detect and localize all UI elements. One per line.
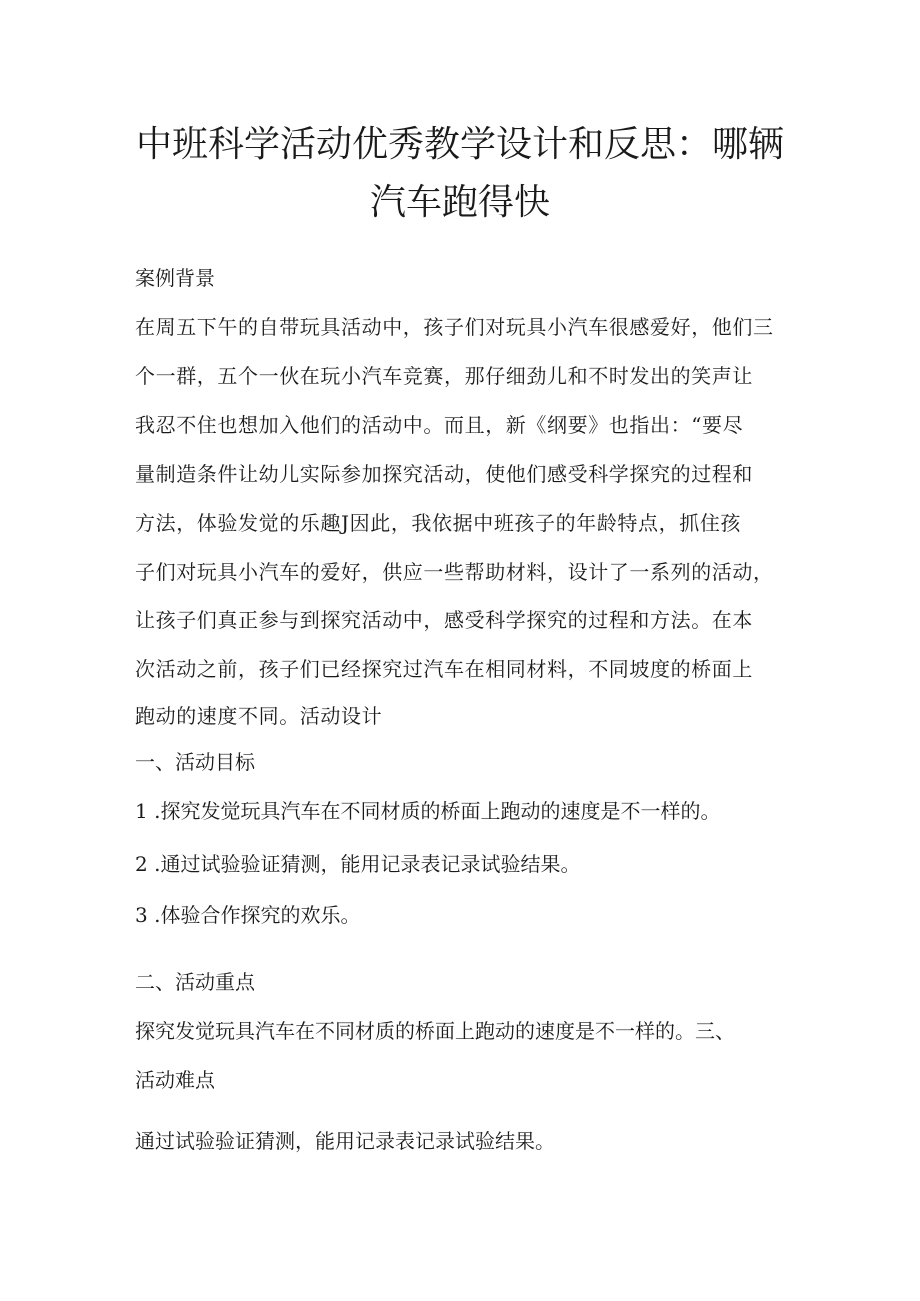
page-title-line-1: 中班科学活动优秀教学设计和反思：哪辆 xyxy=(135,124,784,165)
goal-item: 1 .探究发觉玩具汽车在不同材质的桥面上跑动的速度是不一样的。 xyxy=(135,799,721,823)
focus-text-line: 探究发觉玩具汽车在不同材质的桥面上跑动的速度是不一样的。三、 xyxy=(135,1019,735,1043)
case-background-heading: 案例背景 xyxy=(135,266,215,290)
paragraph-line: 子们对玩具小汽车的爱好，供应一些帮助材料，设计了一系列的活动， xyxy=(135,560,774,584)
focus-heading: 二、活动重点 xyxy=(135,970,255,994)
paragraph-line: 我忍不住也想加入他们的活动中。而且，新《纲要》也指出：“要尽 xyxy=(135,413,744,437)
paragraph-line: 方法，体验发觉的乐趣J因此，我依据中班孩子的年龄特点，抓住孩 xyxy=(135,511,742,535)
paragraph-line: 量制造条件让幼儿实际参加探究活动，使他们感受科学探究的过程和 xyxy=(135,462,753,486)
paragraph-line: 个一群，五个一伙在玩小汽车竞赛，那仔细劲儿和不时发出的笑声让 xyxy=(135,364,753,388)
difficulty-heading: 活动难点 xyxy=(135,1068,215,1092)
paragraph-line: 让孩子们真正参与到探究活动中，感受科学探究的过程和方法。在本 xyxy=(135,608,753,632)
paragraph-line: 在周五下午的自带玩具活动中，孩子们对玩具小汽车很感爱好，他们三 xyxy=(135,315,774,339)
page-title-line-2: 汽车跑得快 xyxy=(369,182,550,223)
difficulty-text: 通过试验验证猜测，能用记录表记录试验结果。 xyxy=(135,1129,555,1153)
goal-item: 3 .体验合作探究的欢乐。 xyxy=(135,903,361,927)
goal-item: 2 .通过试验验证猜测，能用记录表记录试验结果。 xyxy=(135,852,581,876)
paragraph-line: 跑动的速度不同。活动设计 xyxy=(135,704,383,728)
goals-heading: 一、活动目标 xyxy=(135,750,255,774)
paragraph-line: 次活动之前，孩子们已经探究过汽车在相同材料，不同坡度的桥面上 xyxy=(135,657,753,681)
